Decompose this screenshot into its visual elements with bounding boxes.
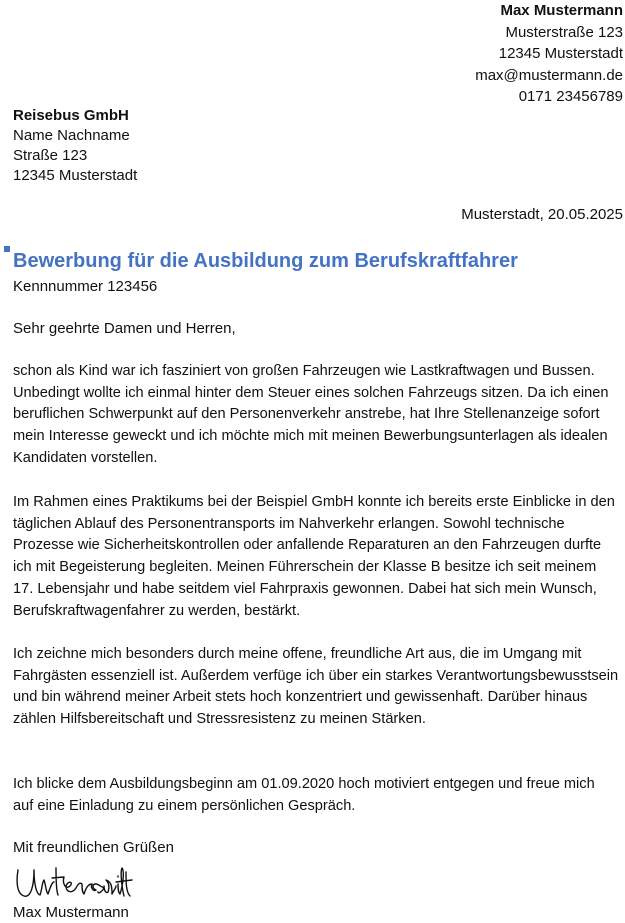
handwritten-signature [12, 862, 136, 904]
sender-address-block [263, 0, 623, 108]
signer-name: Max Mustermann [13, 904, 129, 921]
sender-email: max@mustermann.de [475, 66, 623, 84]
recipient-contact: Name Nachname [13, 127, 130, 144]
heading-marker-icon [4, 246, 10, 252]
recipient-address-block [13, 106, 313, 186]
sender-city: 12345 Musterstadt [498, 45, 623, 62]
closing-phrase: Mit freundlichen Grüßen [13, 839, 174, 856]
recipient-city: 12345 Musterstadt [13, 167, 138, 184]
sender-street: Musterstraße 123 [505, 23, 623, 41]
recipient-company: Reisebus GmbH [13, 107, 129, 124]
body-paragraph-4: Ich blicke dem Ausbildungsbeginn am 01.09.2020 hoch motiviert entgegen und freue mich auf eine Einladung zu einem persönlichen Gespräch. [13, 776, 595, 814]
body-paragraph-1: schon als Kind war ich fasziniert von großen Fahrzeugen wie Lastkraftwagen und Bussen. Unbedingt wollte ich einmal hinter dem Steuer eines solchen Fahrzeugs sitzen. Da ich einen beruflichen Schwerpunkt auf den Personenverkehr anstrebe, hat Ihre Stellenanzeige sofort mein Interesse geweckt und ich möchte mich mit meinen Bewerbungsunterlagen als idealen Kandidaten vorstellen. [13, 363, 609, 466]
reference-number: Kennnummer 123456 [13, 278, 158, 295]
sender-name: Max Mustermann [500, 2, 623, 19]
sender-phone: 0171 23456789 [518, 88, 623, 105]
body-paragraph-2: Im Rahmen eines Praktikums bei der Beispiel GmbH konnte ich bereits erste Einblicke in den täglichen Ablauf des Personentransports im Nahverkehr erlangen. Sowohl technische Prozesse wie Sicherheitskontrollen oder anfallende Reparaturen an den Fahrzeugen durfte ich mit Begeisterung begleiten. Meinen Führerschein der Klasse B besitze ich seit meinem 17. Lebensjahr und habe seitdem viel Fahrpraxis gewonnen. Dabei hat sich mein Wunsch, Berufskraftwagenfahrer zu werden, bestärkt. [13, 494, 615, 619]
letter-date: Musterstadt, 20.05.2025 [461, 206, 623, 223]
recipient-street: Straße 123 [13, 147, 88, 164]
letter-subject: Bewerbung für die Ausbildung zum Berufskraftfahrer [13, 250, 518, 272]
body-paragraph-3: Ich zeichne mich besonders durch meine offene, freundliche Art aus, die im Umgang mit Fahrgästen essenziell ist. Außerdem verfüge ich über ein starkes Verantwortungsbewusstsein und bin während meiner Arbeit stets hoch konzentriert und gewissenhaft. Darüber hinaus zählen Hilfsbereitschaft und Stressresistenz zu meinen Stärken. [13, 646, 619, 728]
salutation: Sehr geehrte Damen und Herren, [13, 320, 236, 337]
